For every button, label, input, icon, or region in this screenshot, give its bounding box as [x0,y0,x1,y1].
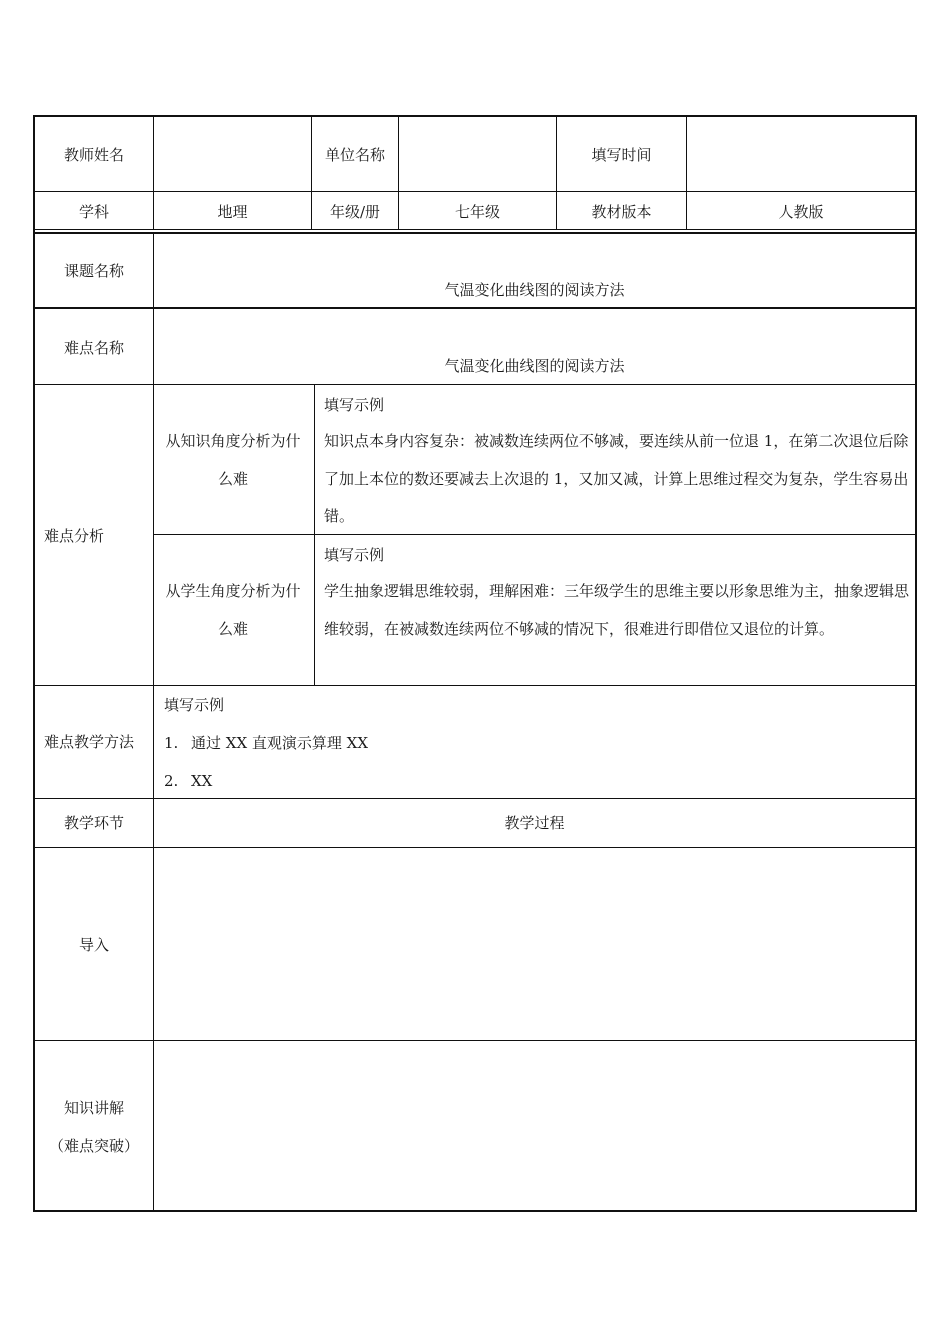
method-item-2-number: 2. [164,772,179,790]
method-example-label: 填写示例 [164,696,225,714]
column-divider [153,232,154,1211]
row-divider-double [33,229,917,230]
row-divider [33,384,917,385]
grade-value: 七年级 [454,203,500,221]
analysis-label: 难点分析 [44,527,105,545]
teaching-stage-label: 教学环节 [63,814,124,832]
fill-time-label: 填写时间 [591,146,652,164]
lecture-label: 知识讲解 [63,1099,124,1117]
topic-label: 课题名称 [63,262,124,280]
method-item-1-number: 1. [164,734,179,752]
topic-value: 气温变化曲线图的阅读方法 [444,281,625,299]
teacher-name-label: 教师姓名 [63,146,124,164]
textbook-label: 教材版本 [591,203,652,221]
table-border-top [33,115,917,117]
difficulty-label: 难点名称 [63,339,124,357]
row-divider [33,191,917,192]
knowledge-angle-label: 从知识角度分析为什么难 [165,432,301,488]
table-border-bottom [33,1210,917,1212]
row-divider [33,307,917,309]
intro-label: 导入 [78,936,109,954]
row-divider-double [33,232,917,234]
difficulty-value: 气温变化曲线图的阅读方法 [444,357,625,375]
row-divider [33,685,917,686]
teaching-process-label: 教学过程 [504,814,565,832]
method-item-2-text: XX [191,772,213,790]
lecture-sublabel: （难点突破） [48,1137,139,1155]
column-divider [314,384,315,686]
student-analysis-text: 学生抽象逻辑思维较弱，理解困难：三年级学生的思维主要以形象思维为主，抽象逻辑思维较弱，在被减数连续两位不够减的情况下，很难进行即借位又退位的计算。 [324,582,910,638]
student-example-label: 填写示例 [324,546,385,564]
textbook-value: 人教版 [778,203,824,221]
knowledge-analysis-text: 知识点本身内容复杂：被减数连续两位不够减，要连续从前一位退 1，在第二次退位后除了加上本位的数还要减去上次退的 1，又加又减，计算上思维过程交为复杂，学生容易出错。 [324,432,909,525]
subject-value: 地理 [217,203,248,221]
row-divider [33,847,917,848]
grade-label: 年级/册 [329,203,381,221]
method-label: 难点教学方法 [44,733,135,751]
subject-label: 学科 [78,203,109,221]
row-divider [33,1040,917,1041]
unit-name-label: 单位名称 [324,146,385,164]
knowledge-example-label: 填写示例 [324,396,385,414]
table-border-right [915,115,917,1212]
method-item-1-text: 通过 XX 直观演示算理 XX [191,734,369,752]
student-angle-label: 从学生角度分析为什么难 [165,582,301,638]
row-divider [33,798,917,799]
